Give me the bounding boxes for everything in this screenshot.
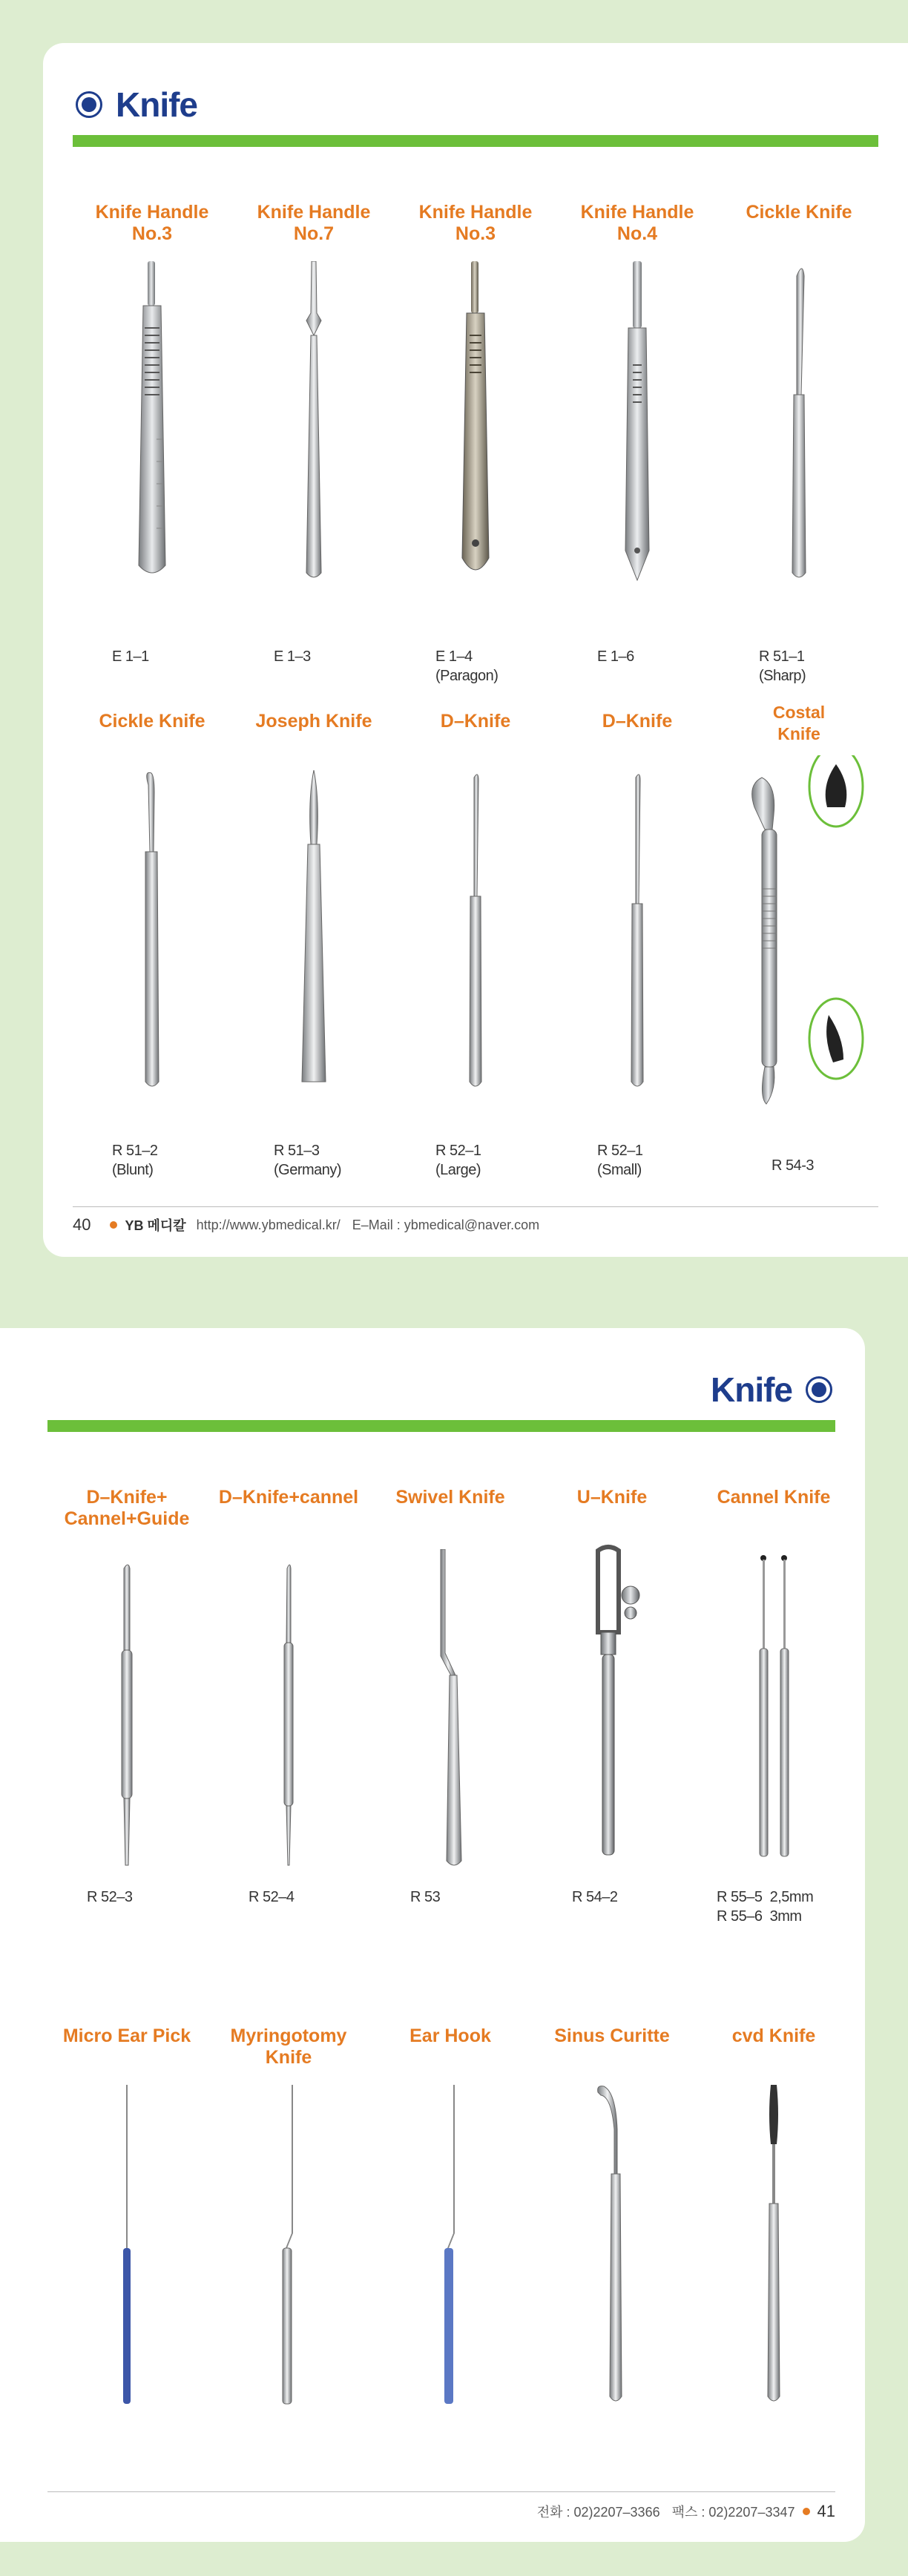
footer-phone: 전화 : 02)2207–3366 (536, 2505, 660, 2520)
page-title-row (697, 1370, 832, 1410)
green-divider-bar (73, 135, 878, 147)
product-cell (208, 2025, 369, 2441)
product-code: R 55–5 2,5mm R 55–6 3mm (717, 1889, 814, 1925)
footer-rule (47, 2491, 835, 2492)
product-name: Knife Handle No.3 (95, 202, 209, 244)
product-cell (531, 2025, 693, 2441)
cannel-knife-image (751, 1554, 796, 1865)
product-name: Swivel Knife (395, 1487, 505, 1508)
product-cell (693, 2025, 855, 2441)
product-name: Knife Handle No.4 (580, 202, 694, 244)
product-code: R 52–1 (Large) (435, 1143, 481, 1178)
product-cell (46, 2025, 208, 2441)
joseph-knife-image (292, 770, 336, 1097)
myringotomy-knife-image (274, 2085, 303, 2411)
swivel-knife-image (432, 1549, 469, 1876)
product-name: D–Knife (602, 711, 673, 732)
product-cell (233, 711, 395, 1186)
product-cell (233, 202, 395, 677)
product-code: R 54-3 (772, 1157, 815, 1174)
product-cell (718, 202, 880, 684)
page-title: Knife (116, 85, 197, 124)
product-row-2 (46, 2025, 855, 2441)
product-cell (693, 1487, 855, 1962)
cickle-knife-blunt-image (134, 770, 171, 1097)
product-name: cvd Knife (731, 2025, 816, 2046)
product-cell (71, 711, 233, 1186)
product-code: R 53 (410, 1889, 441, 1905)
product-row-1 (71, 202, 880, 684)
product-name: D–Knife+ Cannel+Guide (64, 1487, 190, 1529)
product-cell (531, 1487, 693, 1962)
product-code: E 1–4 (Paragon) (435, 648, 499, 684)
d-knife-large-image (461, 770, 490, 1097)
footer-dot-icon (110, 1221, 117, 1229)
knife-handle-no3-image (130, 261, 174, 588)
product-name: Ear Hook (409, 2025, 491, 2046)
product-cell (718, 703, 880, 1186)
product-name: Myringotomy Knife (230, 2025, 347, 2068)
ear-hook-image (435, 2085, 465, 2411)
product-cell (369, 1487, 531, 1962)
d-knife-small-image (622, 770, 652, 1097)
product-code: R 52–1 (Small) (597, 1143, 643, 1178)
product-name: D–Knife+cannel (218, 1487, 359, 1508)
knife-handle-no7-image (299, 261, 329, 588)
u-knife-image (579, 1543, 645, 1870)
d-knife-cannel-image (274, 1561, 303, 1873)
page-number: 41 (817, 2502, 835, 2520)
footer-email[interactable]: E–Mail : ybmedical@naver.com (352, 1217, 540, 1232)
product-name: Sinus Curitte (554, 2025, 670, 2046)
page-footer (73, 1215, 551, 1235)
product-cell (395, 202, 556, 684)
micro-ear-pick-image (116, 2085, 138, 2411)
product-cell (208, 1487, 369, 1962)
knife-handle-no4-image (615, 261, 659, 588)
product-cell (556, 202, 718, 677)
product-row-1 (46, 1487, 855, 1962)
title-bullet-icon (806, 1376, 832, 1403)
product-code: E 1–1 (112, 648, 149, 665)
product-cell (71, 202, 233, 677)
paragon-handle-image (453, 261, 498, 588)
green-divider-bar (47, 1420, 835, 1432)
product-name: Costal Knife (772, 703, 826, 743)
product-name: Joseph Knife (255, 711, 372, 732)
product-code: E 1–6 (597, 648, 634, 665)
product-code: R 51–1 (Sharp) (759, 648, 806, 684)
product-cell (395, 711, 556, 1186)
product-code: E 1–3 (274, 648, 311, 665)
footer-fax: 팩스 : 02)2207–3347 (671, 2505, 795, 2520)
product-name: Cickle Knife (99, 711, 205, 732)
page-40 (43, 43, 908, 1257)
cvd-knife-image (759, 2085, 789, 2411)
product-cell (556, 711, 718, 1186)
product-name: U–Knife (576, 1487, 648, 1508)
footer-url[interactable]: http://www.ybmedical.kr/ (196, 1217, 340, 1232)
product-name: Knife Handle No.7 (257, 202, 371, 244)
footer-dot-icon (803, 2508, 810, 2515)
product-name: D–Knife (440, 711, 511, 732)
cickle-knife-sharp-image (780, 261, 817, 588)
product-code: R 51–2 (Blunt) (112, 1143, 158, 1178)
page-number: 40 (73, 1215, 91, 1234)
product-cell (46, 1487, 208, 1962)
footer-brand: YB 메디칼 (125, 1218, 186, 1233)
page-footer (537, 2502, 835, 2521)
page-41 (0, 1328, 865, 2542)
costal-knife-image (732, 755, 866, 1111)
product-name: Knife Handle No.3 (418, 202, 533, 244)
product-code: R 54–2 (572, 1889, 618, 1905)
product-cell (369, 2025, 531, 2441)
title-bullet-icon (76, 91, 102, 118)
d-knife-cannel-guide-image (112, 1561, 142, 1873)
product-code: R 52–3 (87, 1889, 133, 1905)
product-code: R 52–4 (249, 1889, 295, 1905)
product-name: Cickle Knife (746, 202, 852, 223)
product-name: Cannel Knife (717, 1487, 831, 1508)
product-row-2 (71, 703, 880, 1186)
page-title: Knife (711, 1370, 792, 1409)
product-code: R 51–3 (Germany) (274, 1143, 342, 1178)
footer-rule (73, 1206, 878, 1207)
page-title-row (76, 85, 211, 125)
product-name: Micro Ear Pick (62, 2025, 191, 2046)
sinus-curitte-image (593, 2085, 631, 2411)
